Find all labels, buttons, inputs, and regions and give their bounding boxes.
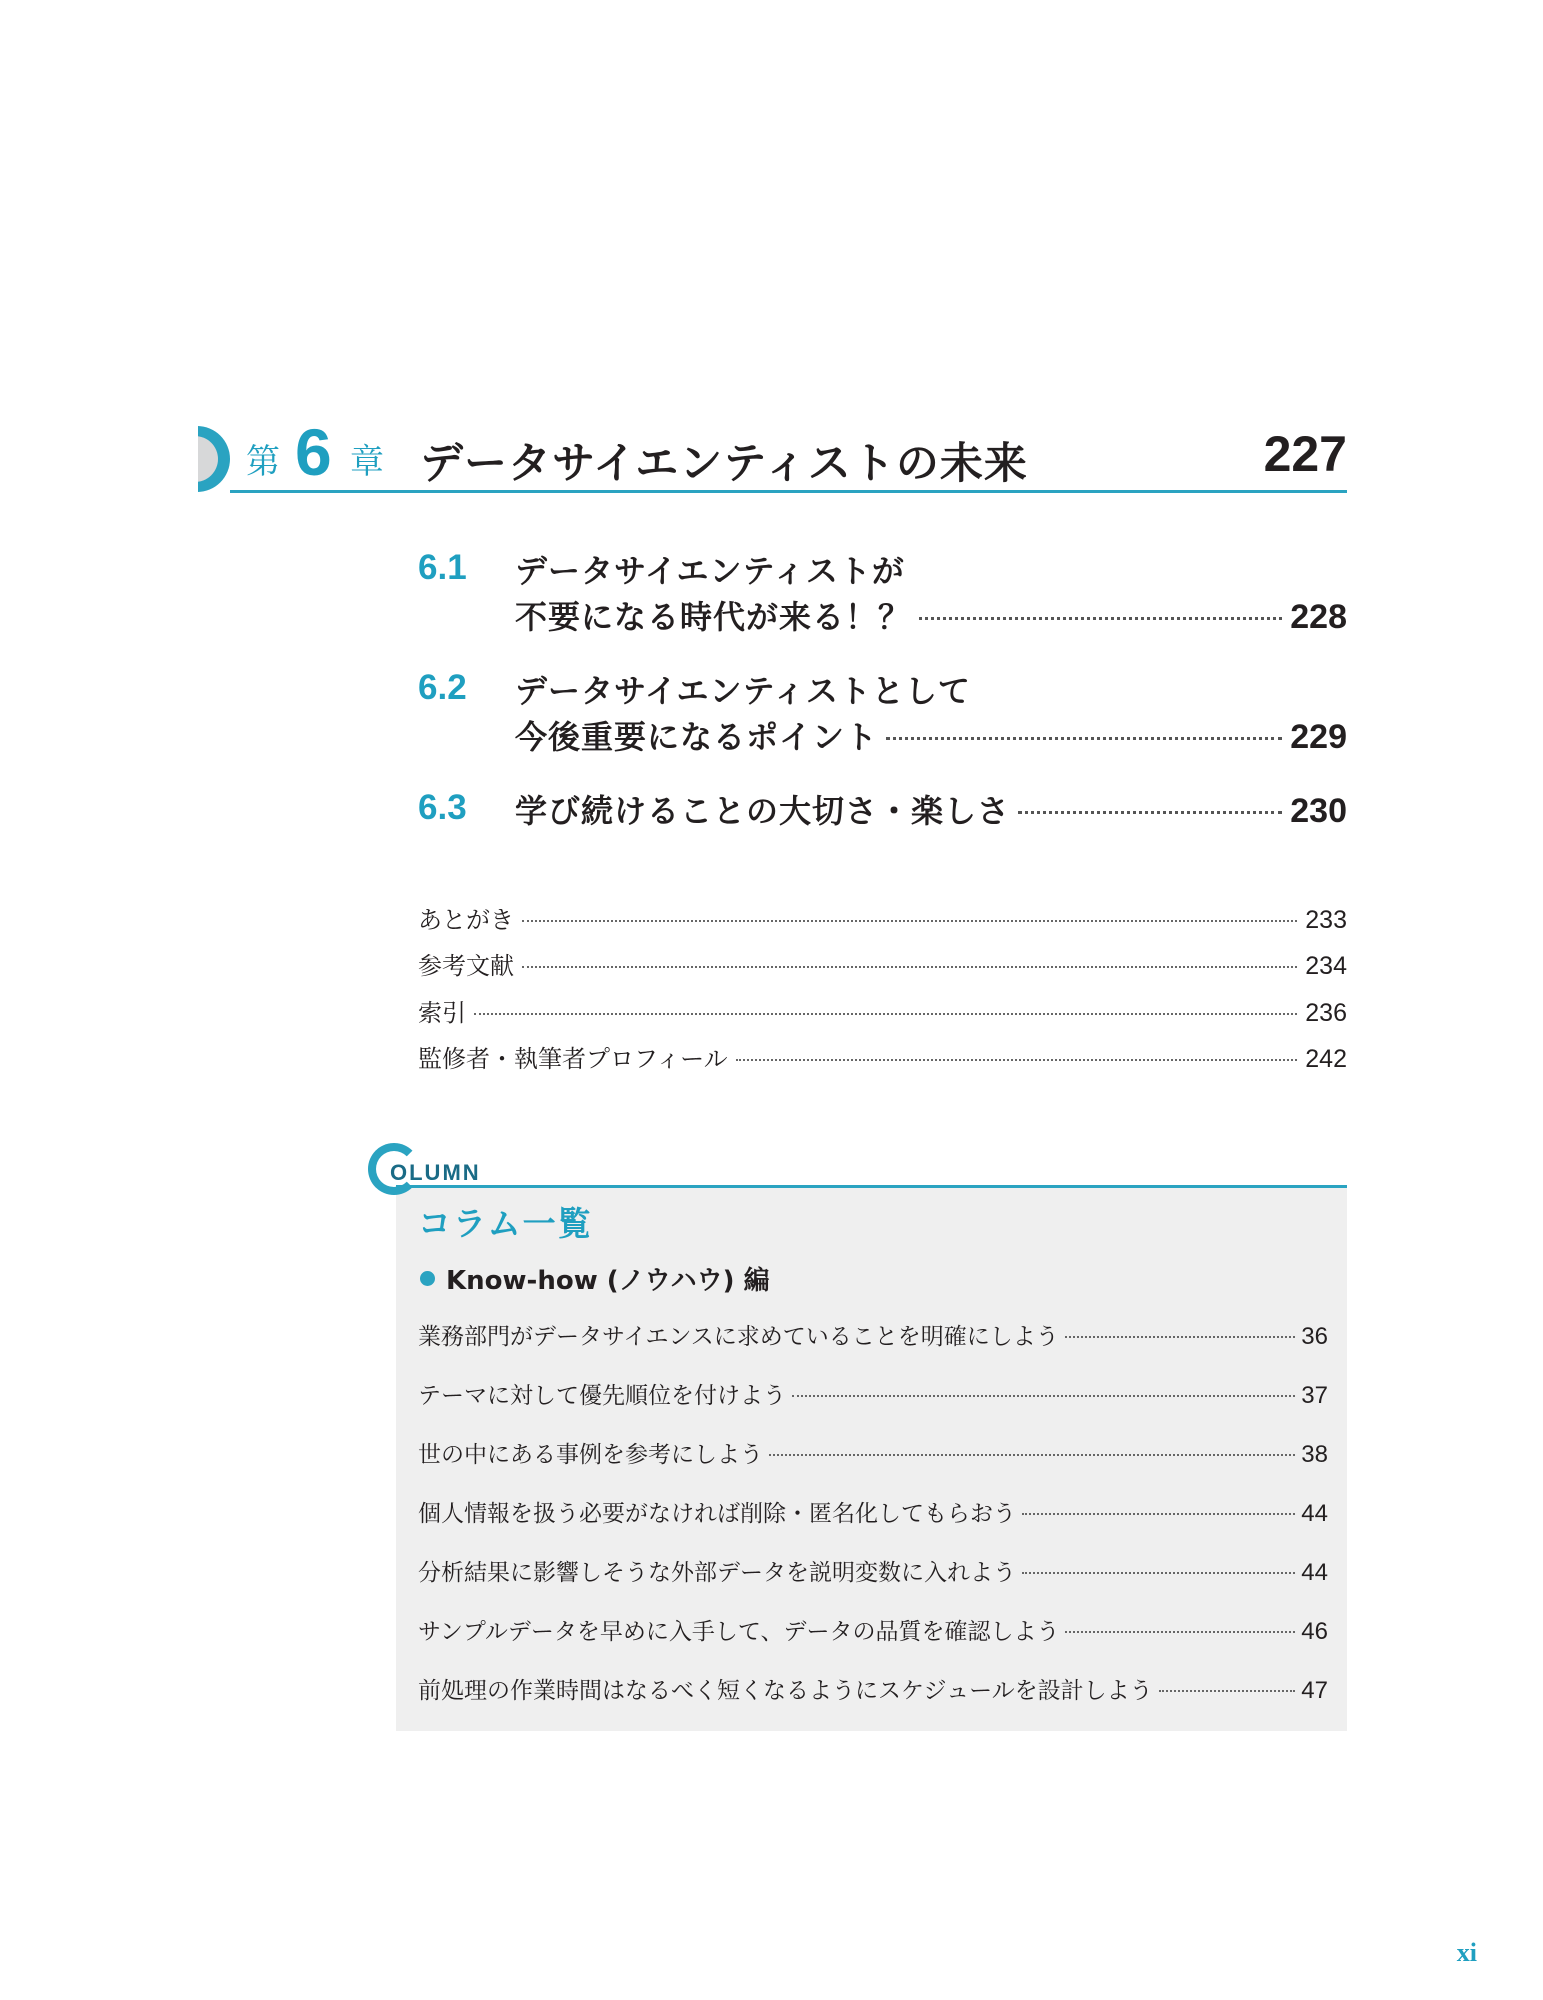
column-entry-page: 44	[1301, 1500, 1328, 1527]
bullet-icon	[420, 1271, 435, 1286]
section-title-line2: 学び続けることの大切さ・楽しさ	[515, 792, 1011, 830]
section-page: 228	[1290, 598, 1347, 636]
leader-dots	[522, 966, 1297, 968]
chapter-page[interactable]: 227	[1263, 426, 1347, 482]
column-entry-label: 世の中にある事例を参考にしよう	[418, 1442, 763, 1468]
section-number: 6.3	[418, 788, 467, 827]
backmatter-page: 242	[1305, 1045, 1347, 1073]
column-subtitle: Know-how (ノウハウ) 編	[446, 1266, 770, 1296]
chapter-suffix: 章	[350, 442, 384, 482]
toc-entry-backmatter[interactable]	[418, 1039, 1347, 1074]
leader-dots	[792, 1395, 1295, 1397]
column-entry[interactable]	[418, 1377, 1328, 1410]
backmatter-label: あとがき	[418, 906, 514, 934]
column-entry-page: 37	[1301, 1382, 1328, 1409]
column-entry[interactable]	[418, 1672, 1328, 1705]
leader-dots	[522, 920, 1297, 922]
column-entry-label: サンプルデータを早めに入手して、データの品質を確認しよう	[418, 1619, 1060, 1645]
leader-dots	[1022, 1513, 1295, 1515]
leader-dots	[474, 1013, 1297, 1015]
toc-entry-backmatter[interactable]	[418, 946, 1347, 981]
column-entry[interactable]	[418, 1554, 1328, 1587]
section-title-line1[interactable]: データサイエンティストが	[515, 552, 905, 590]
column-entry-label: 業務部門がデータサイエンスに求めていることを明確にしよう	[418, 1324, 1059, 1350]
section-title-line1[interactable]: データサイエンティストとして	[515, 672, 971, 710]
column-entry-page: 38	[1301, 1441, 1328, 1468]
backmatter-page: 236	[1305, 999, 1347, 1027]
leader-dots	[736, 1059, 1298, 1061]
toc-entry-section[interactable]	[515, 712, 1347, 758]
column-entry-page: 46	[1301, 1618, 1328, 1645]
section-page: 229	[1290, 718, 1347, 756]
toc-entry-backmatter[interactable]	[418, 900, 1347, 935]
toc-entry-section[interactable]	[515, 592, 1347, 638]
page-folio: xi	[1456, 1938, 1477, 1967]
column-entry[interactable]	[418, 1436, 1328, 1469]
chapter-divider	[230, 490, 1347, 493]
section-page: 230	[1290, 792, 1347, 830]
column-entry-label: 前処理の作業時間はなるべく短くなるようにスケジュールを設計しよう	[418, 1678, 1153, 1704]
backmatter-label: 参考文献	[418, 952, 514, 980]
column-entry[interactable]	[418, 1613, 1328, 1646]
column-entry-label: 分析結果に影響しそうな外部データを説明変数に入れよう	[418, 1560, 1016, 1586]
leader-dots	[1159, 1690, 1296, 1692]
column-entry-page: 44	[1301, 1559, 1328, 1586]
column-entry-page: 36	[1301, 1323, 1328, 1350]
column-entry[interactable]	[418, 1495, 1328, 1528]
section-number: 6.2	[418, 668, 467, 707]
leader-dots	[886, 737, 1282, 740]
leader-dots	[769, 1454, 1295, 1456]
backmatter-label: 監修者・執筆者プロフィール	[418, 1045, 728, 1073]
backmatter-page: 234	[1305, 952, 1347, 980]
chapter-title[interactable]: データサイエンティストの未来	[420, 439, 1028, 489]
leader-dots	[1065, 1336, 1296, 1338]
column-entry[interactable]	[418, 1318, 1328, 1351]
column-badge: OLUMN	[390, 1160, 481, 1185]
toc-entry-section[interactable]	[515, 786, 1347, 832]
section-number: 6.1	[418, 548, 467, 587]
toc-entry-backmatter[interactable]	[418, 993, 1347, 1028]
backmatter-page: 233	[1305, 906, 1347, 934]
chapter-number: 6	[295, 415, 332, 489]
leader-dots	[1018, 811, 1282, 814]
column-entry-page: 47	[1301, 1677, 1328, 1704]
leader-dots	[919, 617, 1282, 620]
section-title-line2: 今後重要になるポイント	[515, 718, 879, 756]
chapter-prefix: 第	[246, 442, 280, 482]
leader-dots	[1022, 1572, 1295, 1574]
chapter-mark-icon	[198, 426, 230, 492]
backmatter-label: 索引	[418, 999, 466, 1027]
column-title: コラム一覧	[418, 1204, 593, 1243]
column-divider	[396, 1185, 1347, 1188]
section-title-line2: 不要になる時代が来る！？	[515, 598, 912, 636]
column-entry-label: テーマに対して優先順位を付けよう	[418, 1383, 786, 1409]
leader-dots	[1065, 1631, 1295, 1633]
column-entry-label: 個人情報を扱う必要がなければ削除・匿名化してもらおう	[418, 1501, 1016, 1527]
